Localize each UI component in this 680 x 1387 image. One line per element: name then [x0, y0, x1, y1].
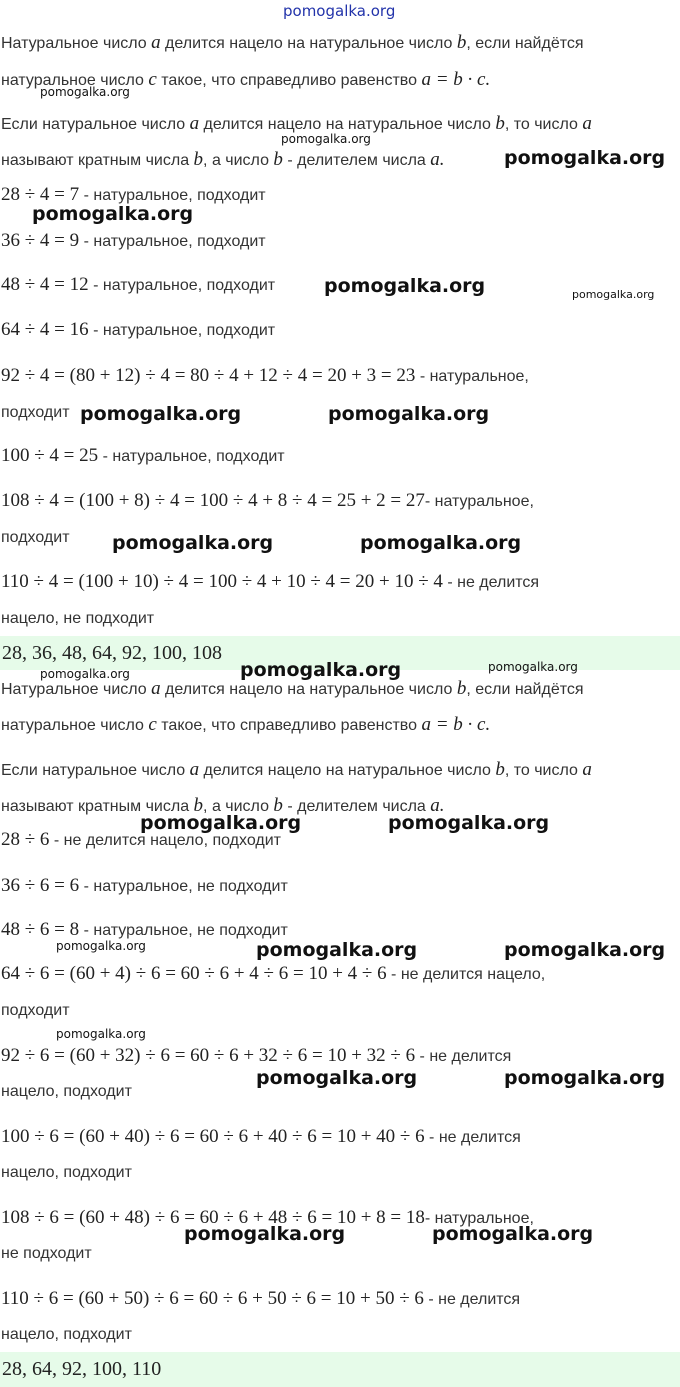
watermark-top: pomogalka.org [283, 2, 396, 20]
text: делится нацело на натуральное число [199, 762, 496, 779]
var: a [582, 759, 592, 780]
calc-row [1, 446, 679, 467]
watermark: pomogalka.org [56, 1027, 146, 1041]
var: b [456, 678, 467, 699]
var: a. [430, 795, 445, 816]
text: , а число [203, 152, 274, 169]
note-cont: подходит [1, 529, 70, 546]
watermark: pomogalka.org [504, 147, 666, 169]
expression: 64 ÷ 4 = 16 [1, 319, 89, 340]
calc-row [1, 572, 679, 593]
text: натуральное число [1, 72, 149, 89]
text: , то число [504, 116, 583, 133]
watermark: pomogalka.org [488, 660, 578, 674]
note: - не делится [442, 574, 540, 591]
expression: 108 ÷ 4 = (100 + 8) ÷ 4 = 100 ÷ 4 + 8 ÷ 4 = 25 + 2 = 27 [1, 490, 425, 511]
calc-row-cont [1, 528, 679, 548]
note: - натуральное, подходит [98, 448, 285, 465]
note: - не делится нацело, подходит [49, 832, 281, 849]
var: b [193, 149, 204, 170]
definition-2-line-1 [1, 760, 679, 781]
calc-row [1, 964, 679, 985]
note: - натуральное, не подходит [79, 922, 288, 939]
watermark: pomogalka.org [504, 1067, 666, 1089]
text: - делителем числа [282, 152, 431, 169]
var: b [193, 795, 204, 816]
watermark: pomogalka.org [112, 532, 274, 554]
text: называют кратным числа [1, 798, 194, 815]
note: - не делится [424, 1129, 521, 1146]
watermark: pomogalka.org [572, 288, 655, 301]
text: такое, что справедливо равенство [156, 72, 422, 89]
text: называют кратным числа [1, 152, 194, 169]
watermark: pomogalka.org [80, 403, 242, 425]
definition-2-line-2 [1, 796, 679, 817]
note: - натуральное, не подходит [79, 878, 288, 895]
var: c [148, 714, 157, 735]
expression: 28 ÷ 6 [1, 829, 50, 850]
expression: 48 ÷ 6 = 8 [1, 919, 80, 940]
watermark: pomogalka.org [256, 939, 418, 961]
note: - натуральное, [424, 493, 534, 510]
calc-row-cont [1, 1325, 679, 1345]
note: - натуральное, подходит [79, 187, 266, 204]
var: a. [430, 149, 445, 170]
expression: 110 ÷ 4 = (100 + 10) ÷ 4 = 100 ÷ 4 + 10 ÷ 4 = 20 + 10 ÷ 4 [1, 571, 443, 592]
calc-row [1, 1046, 679, 1067]
watermark: pomogalka.org [388, 812, 550, 834]
answer-block-1: 28, 36, 48, 64, 92, 100, 108 [0, 636, 680, 670]
note-cont: подходит [1, 1002, 70, 1019]
watermark: pomogalka.org [504, 939, 666, 961]
watermark: pomogalka.org [240, 659, 402, 681]
note-cont: нацело, не подходит [1, 610, 155, 627]
var: a [189, 759, 200, 780]
watermark: pomogalka.org [256, 1067, 418, 1089]
watermark: pomogalka.org [40, 667, 130, 681]
var: a [189, 113, 200, 134]
watermark: pomogalka.org [432, 1223, 594, 1245]
calc-row [1, 491, 679, 512]
text: , а число [203, 798, 274, 815]
calc-row-cont [1, 1163, 679, 1183]
watermark: pomogalka.org [360, 532, 522, 554]
text: Натуральное число [1, 681, 152, 698]
var: b [495, 113, 505, 134]
note: - натуральное, [424, 1210, 534, 1227]
calc-row [1, 231, 679, 252]
note-cont: нацело, подходит [1, 1083, 132, 1100]
calc-row-cont [1, 1244, 679, 1264]
watermark: pomogalka.org [40, 85, 130, 99]
var: b [273, 149, 283, 170]
var: b [456, 32, 467, 53]
expression: 48 ÷ 4 = 12 [1, 274, 89, 295]
var: b [495, 759, 505, 780]
text: такое, что справедливо равенство [156, 717, 422, 734]
note: - натуральное, подходит [79, 233, 266, 250]
expression: 100 ÷ 6 = (60 + 40) ÷ 6 = 60 ÷ 6 + 40 ÷ 6 = 10 + 40 ÷ 6 [1, 1126, 425, 1147]
definition-1-line-1 [1, 33, 679, 54]
definition-1-line-2 [1, 715, 679, 736]
text: , то число [504, 762, 583, 779]
equation: a = b · c. [421, 714, 491, 735]
watermark: pomogalka.org [56, 939, 146, 953]
note-cont: нацело, подходит [1, 1164, 132, 1181]
expression: 92 ÷ 6 = (60 + 32) ÷ 6 = 60 ÷ 6 + 32 ÷ 6 = 10 + 32 ÷ 6 [1, 1045, 416, 1066]
expression: 28 ÷ 4 = 7 [1, 184, 80, 205]
expression: 100 ÷ 4 = 25 [1, 445, 99, 466]
calc-row [1, 830, 679, 851]
text: , если найдётся [466, 35, 584, 52]
text: - делителем числа [282, 798, 431, 815]
note: - натуральное, подходит [88, 277, 276, 294]
watermark: pomogalka.org [328, 403, 490, 425]
calc-row [1, 876, 679, 897]
watermark: pomogalka.org [324, 275, 486, 297]
note: - не делится [423, 1291, 521, 1308]
text: натуральное число [1, 717, 149, 734]
answer-block-2: 28, 64, 92, 100, 110 [0, 1352, 680, 1387]
expression: 110 ÷ 6 = (60 + 50) ÷ 6 = 60 ÷ 6 + 50 ÷ 6 = 10 + 50 ÷ 6 [1, 1288, 424, 1309]
expression: 92 ÷ 4 = (80 + 12) ÷ 4 = 80 ÷ 4 + 12 ÷ 4 = 20 + 3 = 23 [1, 365, 416, 386]
note-cont: нацело, подходит [1, 1326, 132, 1343]
text: Натуральное число [1, 35, 152, 52]
calc-row [1, 1127, 679, 1148]
watermark: pomogalka.org [140, 812, 302, 834]
expression: 36 ÷ 6 = 6 [1, 875, 80, 896]
text: , если найдётся [466, 681, 584, 698]
var: a [151, 32, 161, 53]
calc-row [1, 920, 679, 941]
watermark: pomogalka.org [32, 203, 194, 225]
note: - натуральное, [415, 368, 529, 385]
var: b [273, 795, 283, 816]
note-cont: подходит [1, 404, 70, 421]
note: - не делится [415, 1048, 512, 1065]
expression: 36 ÷ 4 = 9 [1, 230, 80, 251]
text: делится нацело на натуральное число [160, 681, 457, 698]
calc-row-cont [1, 609, 679, 629]
equation: a = b · c. [421, 69, 491, 90]
var: c [148, 69, 157, 90]
expression: 108 ÷ 6 = (60 + 48) ÷ 6 = 60 ÷ 6 + 48 ÷ 6 = 10 + 8 = 18 [1, 1207, 425, 1228]
note-cont: не подходит [1, 1245, 92, 1262]
note: - не делится нацело, [386, 966, 546, 983]
definition-1-line-1 [1, 679, 679, 700]
watermark: pomogalka.org [281, 132, 371, 146]
calc-row-cont [1, 1001, 679, 1021]
calc-row [1, 1289, 679, 1310]
note: - натуральное, подходит [88, 322, 276, 339]
text: делится нацело на натуральное число [160, 35, 457, 52]
var: a [582, 113, 592, 134]
text: делится нацело на натуральное число [199, 116, 496, 133]
calc-row [1, 366, 679, 387]
expression: 64 ÷ 6 = (60 + 4) ÷ 6 = 60 ÷ 6 + 4 ÷ 6 = 10 + 4 ÷ 6 [1, 963, 387, 984]
text: Если натуральное число [1, 762, 190, 779]
calc-row [1, 320, 679, 341]
watermark: pomogalka.org [184, 1223, 346, 1245]
text: Если натуральное число [1, 116, 190, 133]
var: a [151, 678, 161, 699]
